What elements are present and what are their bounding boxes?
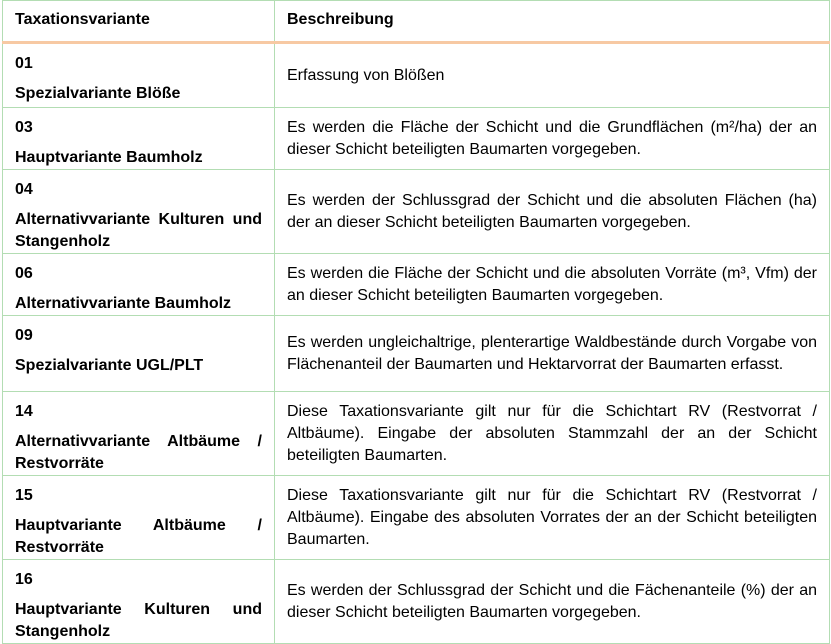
description-cell: Es werden die Fläche der Schicht und die absoluten Vorräte (m³, Vfm) der an dieser Schicht beteiligten Baumarten vorgegeben.	[275, 254, 830, 316]
description-cell: Diese Taxationsvariante gilt nur für die Schichtart RV (Restvorrat / Altbäume). Eingabe der absoluten Stammzahl der an der Schicht beteiligten Baumarten.	[275, 392, 830, 476]
description-cell: Erfassung von Blößen	[275, 43, 830, 108]
taxation-variants-table	[2, 0, 830, 644]
variant-cell	[3, 170, 275, 254]
variant-name: Alternativvariante Baumholz	[15, 295, 232, 312]
variant-cell	[3, 43, 275, 108]
table-row	[3, 476, 830, 560]
variant-name: Alternativvariante Kulturen und Stangenholz	[15, 211, 262, 250]
description-cell: Es werden ungleichaltrige, plenterartige Waldbestände durch Vorgabe von Flächenanteil der Baumarten und Hektarvorrat der Baumarten erfasst.	[275, 316, 830, 392]
variant-code: 16	[15, 571, 33, 588]
variant-name: Hauptvariante Baumholz	[15, 149, 203, 166]
table-row	[3, 560, 830, 644]
variant-cell	[3, 560, 275, 644]
table-row	[3, 43, 830, 108]
table-row	[3, 254, 830, 316]
description-cell: Es werden der Schlussgrad der Schicht und die Fächenanteile (%) der an dieser Schicht beteiligten Baumarten vorgegeben.	[275, 560, 830, 644]
variant-cell	[3, 476, 275, 560]
table-row	[3, 108, 830, 170]
variant-cell	[3, 108, 275, 170]
variant-cell	[3, 316, 275, 392]
variant-code: 01	[15, 55, 33, 72]
table-row	[3, 170, 830, 254]
table-row	[3, 392, 830, 476]
variant-code: 15	[15, 487, 33, 504]
variant-code: 06	[15, 265, 33, 282]
table-row	[3, 316, 830, 392]
variant-name: Spezialvariante Blöße	[15, 85, 181, 102]
variant-cell	[3, 254, 275, 316]
variant-code: 03	[15, 119, 33, 136]
column-header-variant: Taxationsvariante	[3, 1, 275, 43]
variant-code: 04	[15, 181, 33, 198]
variant-cell	[3, 392, 275, 476]
table-header	[3, 1, 830, 43]
variant-name: Spezialvariante UGL/PLT	[15, 357, 204, 374]
description-cell: Es werden der Schlussgrad der Schicht und die absoluten Flächen (ha) der an dieser Schicht beteiligten Baumarten vorgegeben.	[275, 170, 830, 254]
column-header-description: Beschreibung	[275, 1, 830, 43]
variant-name: Hauptvariante Kulturen und Stangenholz	[15, 601, 262, 640]
variant-code: 14	[15, 403, 33, 420]
description-cell: Es werden die Fläche der Schicht und die Grundflächen (m²/ha) der an dieser Schicht beteiligten Baumarten vorgegeben.	[275, 108, 830, 170]
variant-code: 09	[15, 327, 33, 344]
header-row	[3, 1, 830, 43]
variant-name: Alternativvariante Altbäume / Restvorräte	[15, 433, 262, 472]
table-body	[3, 43, 830, 644]
variant-name: Hauptvariante Altbäume / Restvorräte	[15, 517, 262, 556]
description-cell: Diese Taxationsvariante gilt nur für die Schichtart RV (Restvorrat / Altbäume). Eingabe des absoluten Vorrates der an der Schicht beteiligten Baumarten.	[275, 476, 830, 560]
